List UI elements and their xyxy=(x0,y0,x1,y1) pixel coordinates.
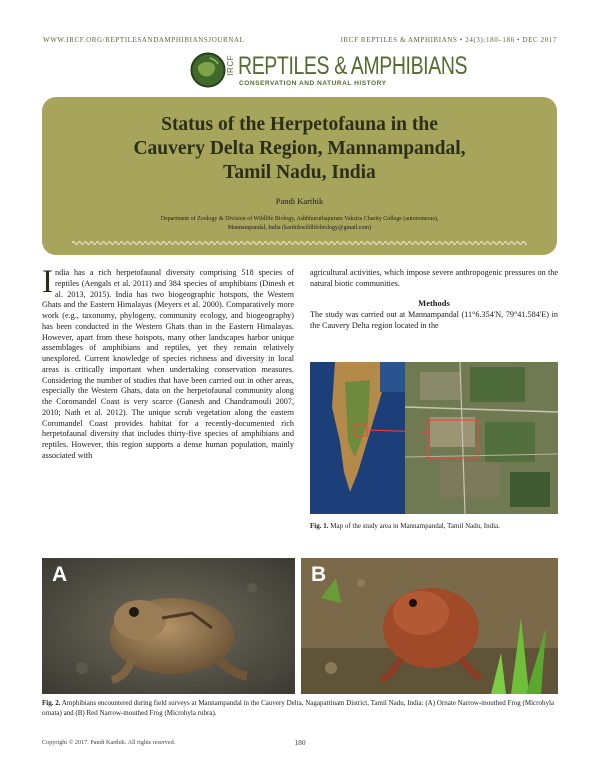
intro-column xyxy=(42,264,294,462)
photo-b-label: B xyxy=(311,563,327,586)
title-line: Tamil Nadu, India xyxy=(223,162,376,183)
author-affiliation xyxy=(102,215,497,233)
title-line: Status of the Herpetofauna in the xyxy=(161,114,438,135)
methods-heading: Methods xyxy=(418,297,450,308)
running-header-url: WWW.IRCF.ORG/REPTILESANDAMPHIBIANSJOURNAL xyxy=(43,36,245,44)
right-column xyxy=(310,268,558,332)
author-name: Pandi Karthik xyxy=(275,196,324,206)
frog-photo-a-image xyxy=(42,558,295,694)
figure-1-caption-text: Map of the study area in Mannampandal, Tamil Nadu, India. xyxy=(330,522,500,530)
photo-b-red-frog xyxy=(301,558,558,694)
article-title xyxy=(42,113,557,185)
figure-2-caption-text: Amphibians encountered during field surveys at Mannampandal in the Cauvery Delta, Nagapattinam District, Tamil Nadu, India: (A) Ornate Narrow-mouthed Frog (Microhyla ornata) and (B) Red Narrow-mouthed Frog (Microhyla rubra). xyxy=(42,699,555,717)
photo-a-label: A xyxy=(52,563,68,586)
affiliation-line: Mannampandal, India (karthikwildlifebiology@gmail.com) xyxy=(227,225,372,231)
figure-2-caption xyxy=(42,699,558,718)
title-box xyxy=(42,97,557,255)
title-line: Cauvery Delta Region, Mannampandal, xyxy=(133,138,466,159)
methods-paragraph: The study was carried out at Mannampandal (11°6.354'N, 79°41.584'E) in the Cauvery Delta region located in the xyxy=(310,310,558,330)
study-area-map xyxy=(310,362,558,514)
copyright-notice: Copyright © 2017. Pandi Karthik. All rights reserved. xyxy=(42,739,176,746)
journal-name: REPTILES & AMPHIBIANS xyxy=(238,52,468,80)
journal-subtitle: CONSERVATION AND NATURAL HISTORY xyxy=(239,80,387,87)
figure-2-label: Fig. 2. xyxy=(42,699,61,707)
drop-cap: I xyxy=(42,264,53,300)
figure-1-caption xyxy=(310,522,558,531)
figure-1-label: Fig. 1. xyxy=(310,522,329,530)
affiliation-line: Department of Zoology & Division of Wildlife Biology, Ashbhuruthapuram Vaksira Charity College (autonomous), xyxy=(160,216,439,222)
frog-photo-b-image xyxy=(301,558,558,694)
photo-a-ornate-frog xyxy=(42,558,295,694)
running-header-citation: IRCF REPTILES & AMPHIBIANS • 24(3):180–186 • DEC 2017 xyxy=(340,36,557,44)
globe-logo-icon xyxy=(190,52,226,88)
decorative-wave-divider xyxy=(72,239,527,247)
journal-logo xyxy=(190,52,468,92)
intro-paragraph: ndia has a rich herpetofaunal diversity comprising 518 species of reptiles (Aengals et al. 2011) and 384 species of amphibians (Dinesh et al. 2013, 2015). India has two biogeographic hotspots, the Western Ghats and the Eastern Himalayas (Meyers et al. 2000). Comparatively more work (e.g., taxonomy, phylogeny, community ecology, and biogeography) has been conducted in the Western Ghats than in the Eastern Himalayas. However, apart from these hotspots, many other landscapes harbor unique assemblages of amphibians and reptiles, yet they remain relatively unexplored. Current knowledge of species richness and diversity in local areas is critically important when undertaking conservation measures. Considering the number of studies that have been carried out in other areas, especially the Western Ghats, data on the herpetofaunal community along the Coromandel Coast is very scarce (Ganesh and Chandramouli 2007, 2010; Nath et al. 2012). The unique scrub vegetation along the eastern Coromandel Coast provides habitat for a recently-documented rich herpetofaunal diversity that includes thirty-five species of amphibians and reptiles. However, this region supports a dense human population, mainly associated with xyxy=(42,268,294,460)
continuation-paragraph: agricultural activities, which impose severe anthropogenic pressures on the natural biotic communities. xyxy=(310,268,558,288)
satellite-map-image xyxy=(310,362,558,514)
logo-ircf-text: IRCF xyxy=(226,55,235,76)
page-number: 180 xyxy=(294,738,306,747)
